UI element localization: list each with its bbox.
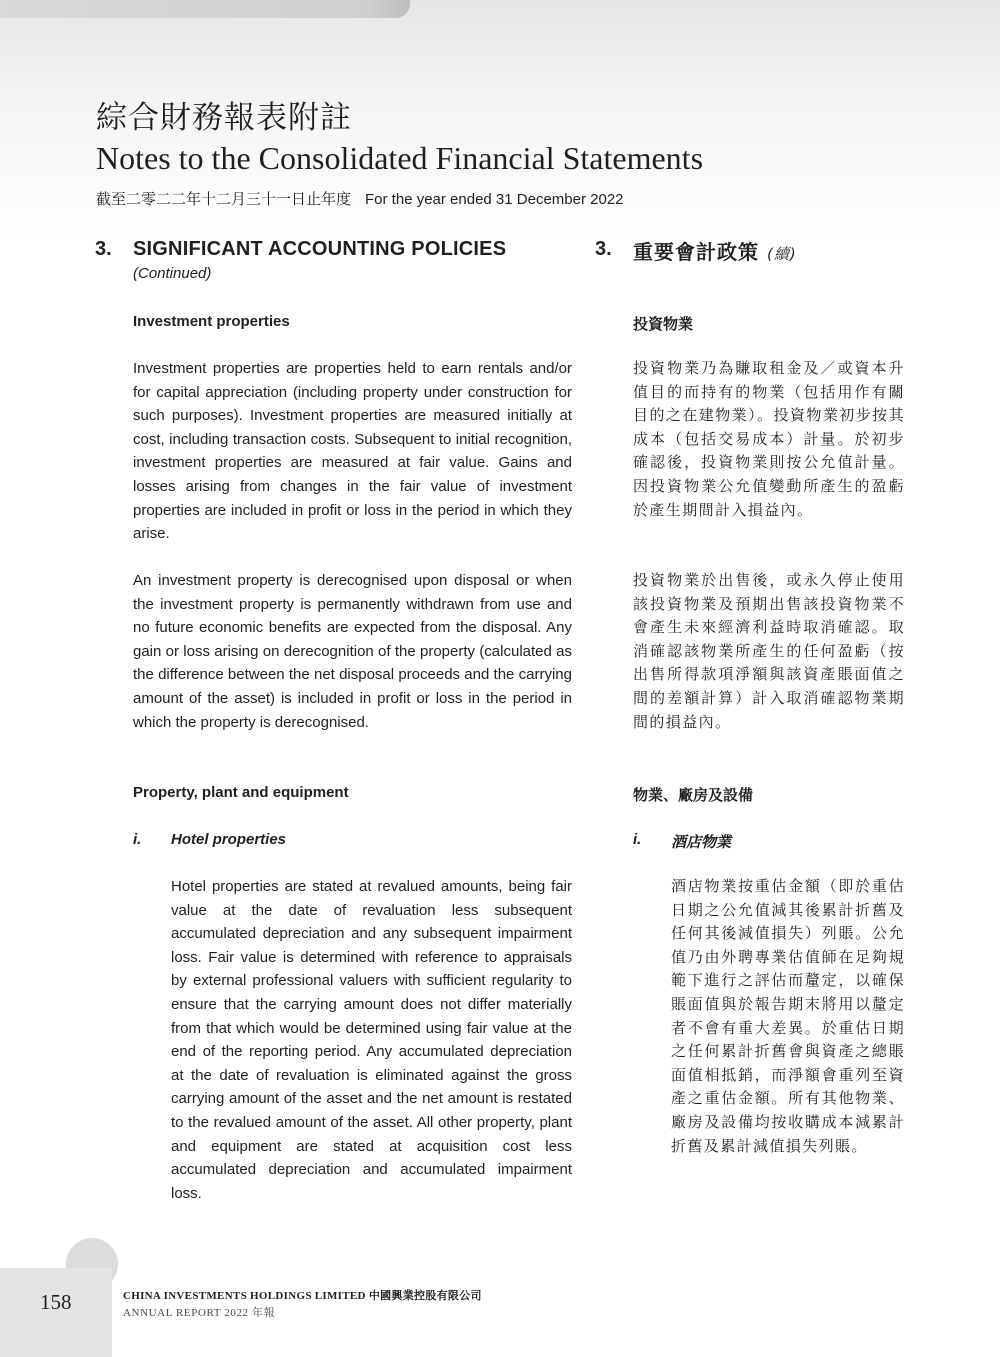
page-title-zh: 綜合財務報表附註 [96,100,352,136]
continued-label-en: (Continued) [133,265,212,282]
hotel-properties-paragraph-en: Hotel properties are stated at revalued amounts, being fair value at the date of revaluation less subsequent accumulated depreciation and any subsequent impairment loss. Fair value is determined with reference to appraisals by external professional valuers with sufficient regularity to ensure that the carrying amount does not differ materially from that which would be determined using fair value at the end of the reporting period. Any accumulated depreciation at the date of revaluation is eliminated against the gross carrying amount of the asset and the net amount is restated to the revalued amount of the asset. All other property, plant and equipment are stated at acquisition cost less accumulated depreciation and accumulated impairment loss. [171,878,572,1202]
page-number: 158 [40,1290,72,1314]
period-en: For the year ended 31 December 2022 [365,191,624,208]
investment-properties-paragraph-1-en: Investment properties are properties held to earn rentals and/or for capital appreciation (including property under construction for such purposes). Investment properties are measured initially at cost, including transaction costs. Subsequent to initial recognition, investment properties are measured at fair value. Gains and losses arising from changes in the fair value of investment properties are included in profit or loss in the period in which they arise. [133,360,572,543]
investment-properties-paragraph-2-en: An investment property is derecognised upon disposal or when the investment property is permanently withdrawn from use and no future economic benefits are expected from the disposal. Any gain or loss arising on derecognition of the property (calculated as the difference between the net disposal proceeds and the carrying amount of the asset) is included in profit or loss in the period in which the property is derecognised. [133,572,572,731]
section-number-en: 3. [95,238,112,260]
hotel-properties-heading-zh: 酒店物業 [671,833,732,851]
section-number-zh: 3. [595,238,612,260]
investment-properties-paragraph-1-zh: 投資物業乃為賺取租金及／或資本升值目的而持有的物業（包括用作有關目的之在建物業）。投資物業初步按其成本（包括交易成本）計量。於初步確認後，投資物業則按公允值計量。因投資物業公允值變動所產生的盈虧於產生期間計入損益內。 [633,359,905,519]
investment-properties-paragraph-2-zh: 投資物業於出售後，或永久停止使用該投資物業及預期出售該投資物業不會產生未來經濟利益時取消確認。取消確認該物業所產生的任何盈虧（按出售所得款項淨額與該資產賬面值之間的差額計算）計入取消確認物業期間的損益內。 [633,571,905,731]
page-title-en: Notes to the Consolidated Financial Statements [96,140,704,176]
footer-company-name: CHINA INVESTMENTS HOLDINGS LIMITED 中國興業控股有限公司 [123,1290,482,1302]
investment-properties-heading-zh: 投資物業 [633,315,694,333]
reporting-period [96,188,703,209]
ppe-heading-zh: 物業、廠房及設備 [633,786,754,804]
hotel-item-number-zh: i. [633,831,642,848]
hotel-properties-paragraph-zh: 酒店物業按重估金額（即於重估日期之公允值減其後累計折舊及任何其後減值損失）列賬。公允值乃由外聘專業估值師在足夠規範下進行之評估而釐定，以確保賬面值與於報告期末將用以釐定者不會有重大差異。於重估日期之任何累計折舊會與資產之總賬面值相抵銷，而淨額會重列至資產之重估金額。所有其他物業、廠房及設備均按收購成本減累計折舊及累計減值損失列賬。 [671,877,905,1155]
ppe-heading-en: Property, plant and equipment [133,784,349,801]
page-header [96,98,703,209]
section-title-zh [633,236,797,265]
period-zh: 截至二零二二年十二月三十一日止年度 [96,191,352,208]
section-title-zh-text: 重要會計政策 [633,240,759,264]
continued-label-zh: (續) [766,245,797,263]
hotel-properties-heading-en: Hotel properties [171,831,287,848]
page-footer [123,1287,482,1320]
investment-properties-heading-en: Investment properties [133,313,290,330]
section-title-en: SIGNIFICANT ACCOUNTING POLICIES [133,238,507,260]
hotel-item-number-en: i. [133,831,142,848]
footer-report-label: ANNUAL REPORT 2022 年報 [123,1307,276,1319]
